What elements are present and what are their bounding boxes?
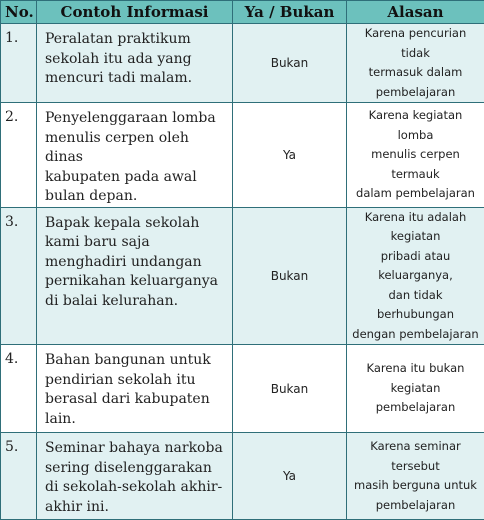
row-alasan: Karena itu bukan kegiatan pembelajaran: [347, 345, 484, 433]
header-info: Contoh Informasi: [37, 1, 233, 24]
row-ya-bukan: Ya: [233, 433, 347, 520]
header-ya-bukan: Ya / Bukan: [233, 1, 347, 24]
table-row: [1, 345, 484, 433]
header-alasan: Alasan: [347, 1, 484, 24]
table-row: [1, 433, 484, 520]
row-info: Penyelenggaraan lomba menulis cerpen oleh dinas kabupaten pada awal bulan depan.: [37, 103, 233, 208]
row-alasan: Karena itu adalah kegiatan pribadi atau keluarganya, dan tidak berhubungan dengan pembelajaran: [347, 207, 484, 345]
row-alasan: Karena seminar tersebut masih berguna untuk pembelajaran: [347, 433, 484, 520]
row-number: 3.: [1, 207, 37, 345]
table-row: [1, 207, 484, 345]
row-ya-bukan: Bukan: [233, 207, 347, 345]
header-no: No.: [1, 1, 37, 24]
row-ya-bukan: Bukan: [233, 24, 347, 103]
row-number: 4.: [1, 345, 37, 433]
row-number: 1.: [1, 24, 37, 103]
table-row: [1, 103, 484, 208]
row-ya-bukan: Ya: [233, 103, 347, 208]
row-info: Bahan bangunan untuk pendirian sekolah itu berasal dari kabupaten lain.: [37, 345, 233, 433]
row-info: Bapak kepala sekolah kami baru saja menghadiri undangan pernikahan keluarganya di balai kelurahan.: [37, 207, 233, 345]
row-info: Peralatan praktikum sekolah itu ada yang mencuri tadi malam.: [37, 24, 233, 103]
row-ya-bukan: Bukan: [233, 345, 347, 433]
row-alasan: Karena kegiatan lomba menulis cerpen termauk dalam pembelajaran: [347, 103, 484, 208]
table-row: [1, 24, 484, 103]
header-row: [1, 1, 484, 24]
row-info: Seminar bahaya narkoba sering diselenggarakan di sekolah-sekolah akhir- akhir ini.: [37, 433, 233, 520]
row-number: 5.: [1, 433, 37, 520]
row-number: 2.: [1, 103, 37, 208]
row-alasan: Karena pencurian tidak termasuk dalam pembelajaran: [347, 24, 484, 103]
